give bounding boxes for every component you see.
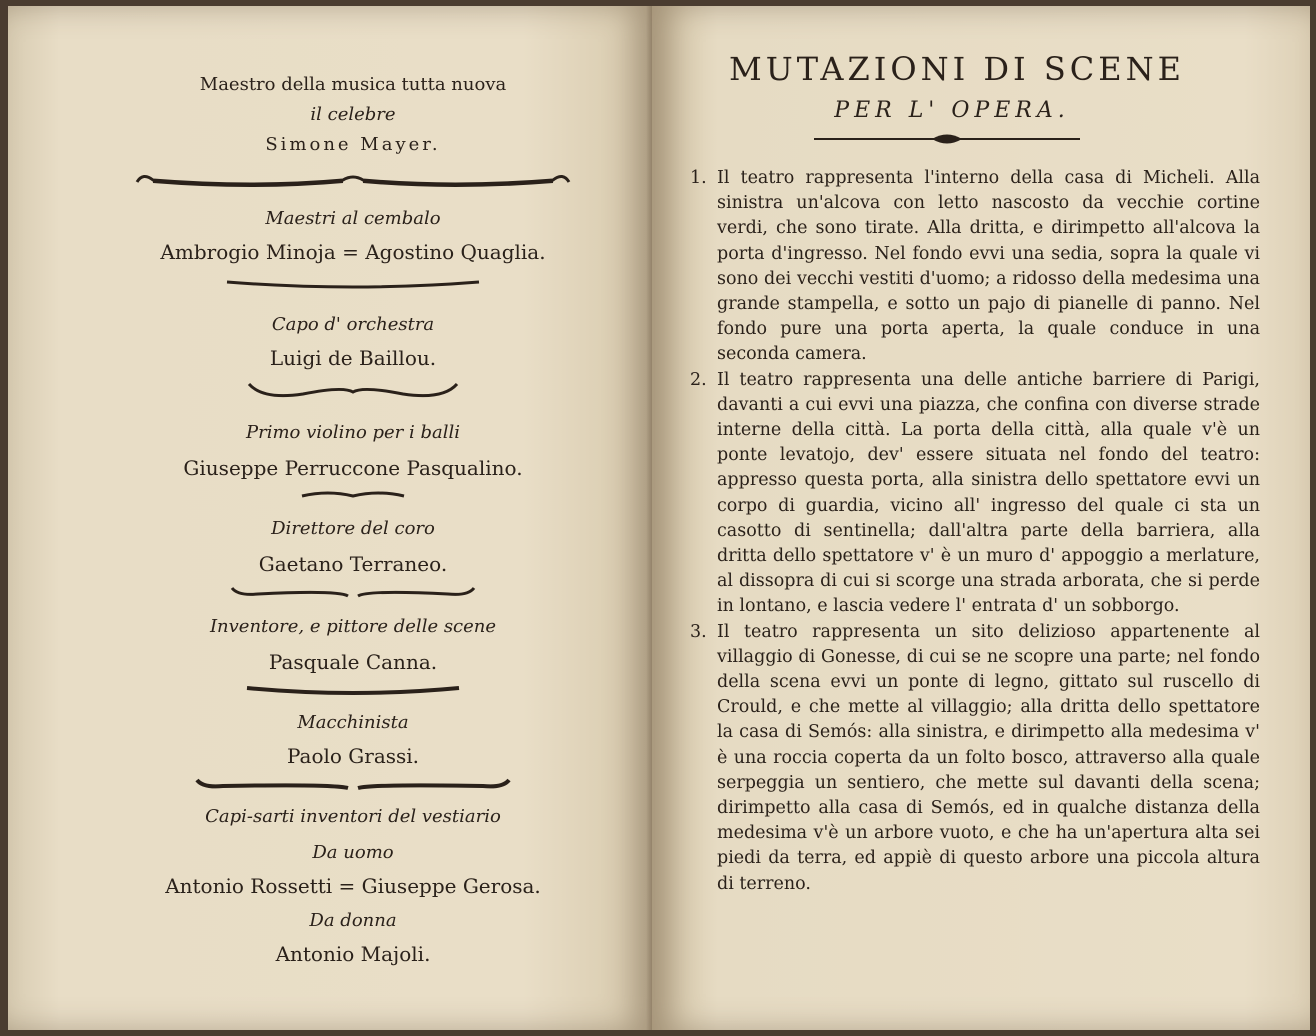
left-page bbox=[8, 6, 652, 1030]
credit-role: Da donna bbox=[309, 910, 397, 931]
page-subtitle: PER L' OPERA. bbox=[834, 98, 1070, 123]
credit-role: Maestri al cembalo bbox=[265, 208, 441, 229]
page-title: MUTAZIONI DI SCENE bbox=[729, 50, 1185, 88]
credit-name: Simone Mayer. bbox=[265, 134, 441, 155]
ornament-rule bbox=[8, 774, 652, 798]
scene-text: Il teatro rappresenta una delle antiche barriere di Parigi, davanti a cui evvi una piazza, che confina con diverse strade interne della città. La porta della città, alla quale v'è un ponte levatojo, dev' essere situata nel fondo del teatro: appresso questa porta, alla sinistra dello spettatore evvi un corpo di guardia, vicino all' ingresso del quale ci sta un casotto di sentinella; dall'altra parte della barriera, alla dritta dello spettatore v' è un muro d' appoggio a merlature, al dissopra di cui si scorge una strada arborata, che si perde in lontano, e lascia vedere l' entrata d' un sobborgo. bbox=[717, 369, 1260, 617]
scene-list bbox=[690, 166, 1260, 897]
credit-role: Da uomo bbox=[312, 842, 394, 863]
credit-role: Macchinista bbox=[297, 712, 409, 733]
scene-item bbox=[690, 166, 1260, 368]
scene-number: 2. bbox=[690, 369, 707, 390]
credit-name: Gaetano Terraneo. bbox=[258, 552, 448, 576]
credit-role: Capi-sarti inventori del vestiario bbox=[205, 806, 501, 827]
ornament-rule bbox=[8, 486, 652, 510]
right-page bbox=[652, 6, 1310, 1030]
credit-name: Paolo Grassi. bbox=[286, 744, 420, 768]
credit-role: Direttore del coro bbox=[271, 518, 435, 539]
credit-role: Capo d' orchestra bbox=[271, 314, 435, 335]
credit-role: Inventore, e pittore delle scene bbox=[209, 616, 497, 637]
credit-role: Maestro della musica tutta nuova bbox=[199, 74, 507, 95]
credit-role: Primo violino per i balli bbox=[245, 422, 461, 443]
scene-text: Il teatro rappresenta un sito delizioso appartenente al villaggio di Gonesse, di cui se ne scopre una parte; nel fondo della scena evvi un ponte di legno, gittato sul ruscello di Crould, e che mette al villaggio; alla dritta dello spettatore la casa di Semós: alla sinistra, e dirimpetto alla medesima v' è una roccia coperta da un folto bosco, attraverso alla quale serpeggia un sentiero, che mette sul davanti della scena; dirimpetto alla casa di Semós, ed in qualche distanza della medesima v'è un arbore vuoto, e che ha un'apertura alta sei piedi da terra, ed appiè di questo arbore una piccola altura di terreno. bbox=[717, 621, 1260, 894]
ornament-rule bbox=[8, 166, 652, 190]
credit-name: Giuseppe Perruccone Pasqualino. bbox=[183, 456, 523, 480]
ornament-rule bbox=[8, 378, 652, 402]
credit-name: Antonio Rossetti = Giuseppe Gerosa. bbox=[165, 874, 541, 898]
scene-number: 1. bbox=[690, 168, 707, 188]
ornament-rule bbox=[8, 680, 652, 704]
ornament-rule bbox=[8, 272, 652, 296]
title-rule bbox=[812, 132, 1082, 146]
credit-name: Luigi de Baillou. bbox=[269, 346, 437, 370]
credit-role: il celebre bbox=[310, 104, 396, 125]
ornament-rule bbox=[8, 582, 652, 606]
scene-item bbox=[690, 620, 1260, 897]
credit-name: Ambrogio Minoja = Agostino Quaglia. bbox=[160, 240, 546, 264]
credit-name: Antonio Majoli. bbox=[275, 942, 431, 966]
credit-name: Pasquale Canna. bbox=[268, 650, 438, 674]
scene-number: 3. bbox=[690, 621, 707, 642]
scene-text: Il teatro rappresenta l'interno della casa di Micheli. Alla sinistra un'alcova con letto nascosto da vecchie cortine verdi, che sono tirate. Alla dritta, e dirimpetto all'alcova la porta d'ingresso. Nel fondo evvi una sedia, sopra la quale vi sono dei vecchi vestiti d'uomo; a ridosso della medesima una grande stampella, e sotto un pajo di pianelle di panno. Nel fondo pure una porta aperta, la quale conduce in una seconda camera. bbox=[717, 168, 1260, 365]
scene-item bbox=[690, 368, 1260, 620]
